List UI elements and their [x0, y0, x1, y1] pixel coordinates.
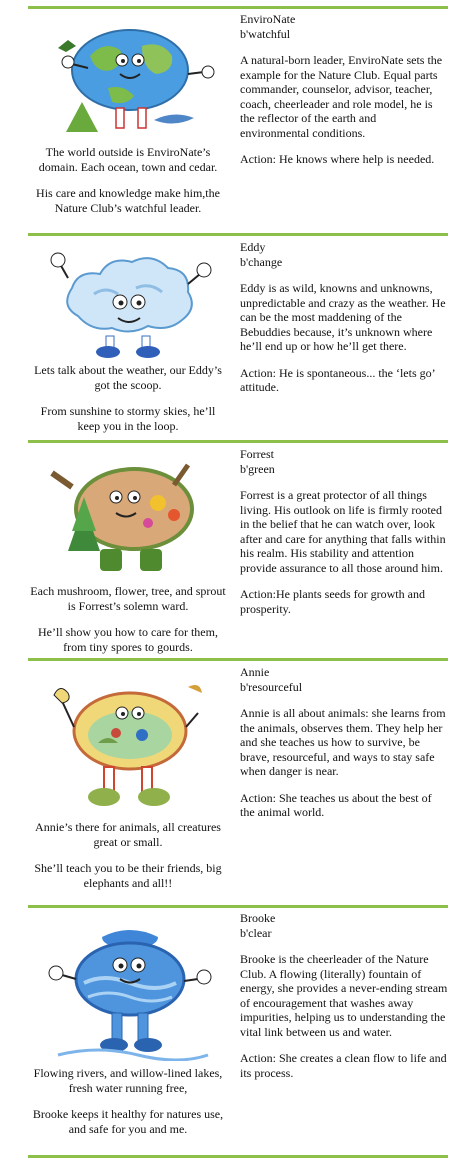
- character-name: Brooke: [240, 911, 276, 925]
- character-tag: b'change: [240, 254, 283, 269]
- character-card-annie: [28, 665, 448, 901]
- forrest-illustration: [38, 453, 218, 577]
- caption-line: Annie’s there for animals, all creatures great or small.: [35, 820, 221, 849]
- character-name: Forrest: [240, 447, 274, 461]
- caption-line: Lets talk about the weather, our Eddy’s got the scoop.: [34, 363, 222, 392]
- character-action: Action: She creates a clean flow to life and its process.: [240, 1051, 447, 1080]
- character-description: Brooke is the cheerleader of the Nature Club. A flowing (literally) fountain of energy, she provides a never-ending stream of encouragement that washes away impurities, helping us to understanding the vital link between us and water.: [240, 952, 448, 1039]
- character-description: Forrest is a great protector of all things living. His outlook on life is firmly rooted in the belief that he can watch over, look after and care for anything that falls within his realm. His stability and attention provide assurance to all those around him.: [240, 488, 446, 575]
- caption-line: She’ll teach you to be their friends, big elephants and all!!: [34, 861, 222, 890]
- divider: [28, 905, 448, 908]
- character-tag: b'watchful: [240, 26, 291, 41]
- character-info: [240, 911, 448, 1080]
- divider: [28, 6, 448, 9]
- character-tag: b'green: [240, 461, 275, 476]
- caption-line: Each mushroom, flower, tree, and sprout is Forrest’s solemn ward.: [30, 584, 226, 613]
- character-name: EnviroNate: [240, 12, 296, 26]
- caption-line: Brooke keeps it healthy for natures use, and safe for you and me.: [32, 1107, 224, 1136]
- caption-line: Flowing rivers, and willow-lined lakes, fresh water running free,: [33, 1066, 223, 1095]
- character-action: Action:He plants seeds for growth and prosperity.: [240, 587, 425, 616]
- caption-line: His care and knowledge make him,the Nature Club’s watchful leader.: [36, 186, 220, 215]
- caption-line: From sunshine to stormy skies, he’ll keep you in the loop.: [40, 404, 216, 433]
- character-description: A natural-born leader, EnviroNate sets the example for the Nature Club. Equal parts commander, counselor, advisor, teacher, coach, cheerleader and role model, he is the reflector of the earth and environmental conditions.: [240, 53, 443, 140]
- character-name: Annie: [240, 665, 270, 679]
- annie-illustration: [38, 673, 218, 813]
- character-info: [240, 12, 448, 167]
- caption-line: The world outside is EnviroNate’s domain. Each ocean, town and cedar.: [38, 145, 218, 174]
- character-card-brooke: [28, 911, 448, 1151]
- character-action: Action: He is spontaneous... the ‘lets go’ attitude.: [240, 365, 435, 394]
- character-info: [240, 665, 448, 820]
- character-card-environate: [28, 12, 448, 230]
- divider: [28, 1155, 448, 1158]
- eddy-illustration: [38, 244, 218, 360]
- character-action: Action: She teaches us about the best of the animal world.: [240, 790, 432, 819]
- character-info: [240, 240, 448, 395]
- character-card-eddy: [28, 240, 448, 436]
- caption-line: He’ll show you how to care for them, from tiny spores to gourds.: [38, 625, 218, 654]
- character-action: Action: He knows where help is needed.: [240, 152, 435, 166]
- character-name: Eddy: [240, 240, 266, 254]
- brooke-illustration: [38, 921, 218, 1061]
- character-tag: b'clear: [240, 925, 272, 940]
- character-tag: b'resourceful: [240, 679, 303, 694]
- character-info: [240, 447, 448, 616]
- environate-illustration: [38, 16, 218, 134]
- character-description: Eddy is as wild, knowns and unknowns, unpredictable and crazy as the weather. He can be the most maddening of the Bebuddies because, it’s unknown where he’ll end up or how he’ll get there.: [240, 281, 446, 353]
- character-card-forrest: [28, 447, 448, 655]
- character-description: Annie is all about animals: she learns from the animals, observes them. They help her and she teaches us how to survive, be brave, resourceful, and ways to stay safe when danger is near.: [240, 706, 446, 778]
- divider: [28, 233, 448, 236]
